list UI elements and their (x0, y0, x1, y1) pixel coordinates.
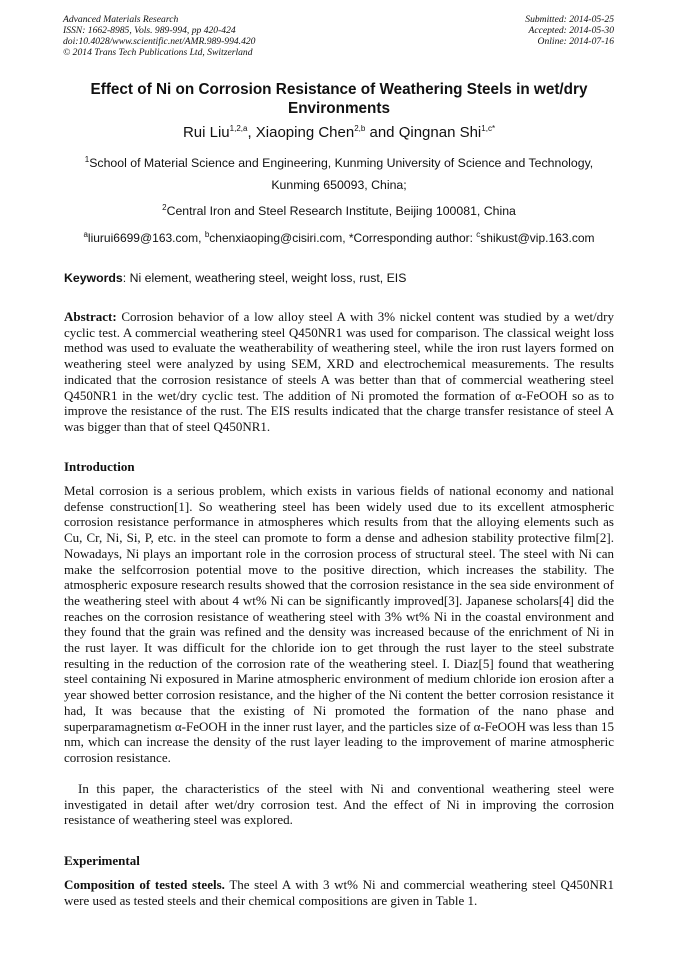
journal-name: Advanced Materials Research (63, 14, 179, 25)
affiliation-text: Central Iron and Steel Research Institute, Beijing 100081, China (166, 204, 516, 218)
subsection-label: Composition of tested steels. (64, 877, 225, 892)
author-emails (60, 227, 618, 249)
email-text: chenxiaoping@cisiri.com, *Corresponding author: (209, 231, 477, 245)
author-separator: , (247, 124, 256, 141)
affiliation-sup: 2 (162, 202, 167, 212)
affiliation-text: School of Material Science and Engineering, Kunming University of Science and Technology, (89, 156, 594, 170)
paper-title: Effect of Ni on Corrosion Resistance of Weathering Steels in wet/dry Environments (90, 81, 588, 117)
author-name: Qingnan Shi (398, 124, 482, 141)
affiliation-2 (60, 200, 618, 222)
email-text: shikust@vip.163.com (480, 231, 595, 245)
abstract-label: Abstract: (64, 309, 117, 324)
doi-line: doi:10.4028/www.scientific.net/AMR.989-994.420 (63, 36, 256, 47)
keywords-label: Keywords (64, 271, 123, 285)
author-sup: 2,b (354, 124, 366, 133)
online-date: Online: 2014-07-16 (537, 36, 614, 47)
keywords-text: : Ni element, weathering steel, weight loss, rust, EIS (122, 271, 407, 285)
section-heading-introduction: Introduction (64, 459, 135, 474)
keywords (64, 270, 616, 286)
email-text: liurui6699@163.com, (87, 231, 205, 245)
author-sup: 1,c* (481, 124, 496, 133)
experimental-text: The steel A with 3 wt% Ni and commercial weathering steel Q450NR1 were used as tested steels and their chemical compositions are given in Table 1. (64, 877, 614, 908)
email-sup: a (83, 230, 88, 239)
publication-dates (525, 14, 614, 47)
copyright-line: © 2014 Trans Tech Publications Ltd, Switzerland (63, 47, 253, 58)
author-name: Xiaoping Chen (255, 124, 355, 141)
author-name: Rui Liu (182, 124, 230, 141)
affiliation-text: Kunming 650093, China; (271, 178, 407, 192)
abstract (64, 309, 614, 435)
issn-line: ISSN: 1662-8985, Vols. 989-994, pp 420-424 (63, 25, 236, 36)
section-heading-experimental: Experimental (64, 853, 140, 868)
experimental-paragraph-1 (64, 877, 614, 908)
introduction-paragraph-2: In this paper, the characteristics of the steel with Ni and conventional weathering steel were investigated in detail after wet/dry corrosion test. And the effect of Ni in improving the corrosion resistance of weathering steel was explored. (64, 781, 614, 828)
author-list (60, 124, 618, 142)
affiliation-1 (60, 152, 618, 196)
submitted-date: Submitted: 2014-05-25 (525, 14, 614, 25)
affiliation-sup: 1 (84, 154, 90, 164)
abstract-text: Corrosion behavior of a low alloy steel A with 3% nickel content was studied by a wet/dry cyclic test. A commercial weathering steel Q450NR1 was used for comparison. The classical weight loss method was used to evaluate the weatherability of weathering steel, while the iron rust layers formed on weathering steel were analyzed by using SEM, XRD and electrochemical measurements. The results indicated that the corrosion resistance of steels A was better than that of commercial weathering steel Q450NR1 in the wet/dry cyclic test. The addition of Ni promoted the formation of α-FeOOH so as to improve the resistance of the rust. The EIS results indicated that the charge transfer resistance of steel A was bigger than that of steel Q450NR1. (64, 309, 614, 434)
author-separator: and (365, 124, 399, 141)
introduction-paragraph-1: Metal corrosion is a serious problem, which exists in various fields of national economy and national defense construction[1]. So weathering steel has been widely used due to its excellent atmospheric corrosion resistance performance in atmospheres which results from that the alloying elements such as Cu, Cr, Ni, Si, P, etc. in the steel can promote to form a dense and adhesion stability protective film[2]. Nowadays, Ni plays an important role in the corrosion process of structural steel. The steel with Ni can make the selfcorrosion potential move to the positive direction, which increases the stability. The atmospheric exposure research results showed that the corrosion resistance in the sea side environment of the weathering steel with about 4 wt% Ni can be significantly improved[3]. Japanese scholars[4] did the reaches on the corrosion resistance of weathering steel with 3% wt% Ni in the coastal environment and they found that the grain was refined and the density was increased because of the enrichment of Ni in the rust layer. It was difficult for the chloride ion to get through the rust layer to the steel substrate resulting in the reduction of the corrosion rate of the weathering steel. I. Diaz[5] found that weathering steel containing Ni exposured in Marine atmospheric environment of medium chloride ion erosion after a year showed better corrosion resistance, and the higher of the Ni content the better corrosion resistance it had, It was because that the existing of Ni promoted the formation of the nano phase and superparamagnetism α-FeOOH in the inner rust layer, and the particles size of α-FeOOH was less than 15 nm, which can increase the density of the rust layer leading to the improvement of marine atmospheric corrosion resistance. (64, 483, 614, 765)
accepted-date: Accepted: 2014-05-30 (528, 25, 614, 36)
author-sup: 1,2,a (229, 124, 248, 133)
email-sup: b (204, 230, 210, 239)
email-sup: c (476, 230, 481, 239)
journal-info (63, 14, 255, 58)
